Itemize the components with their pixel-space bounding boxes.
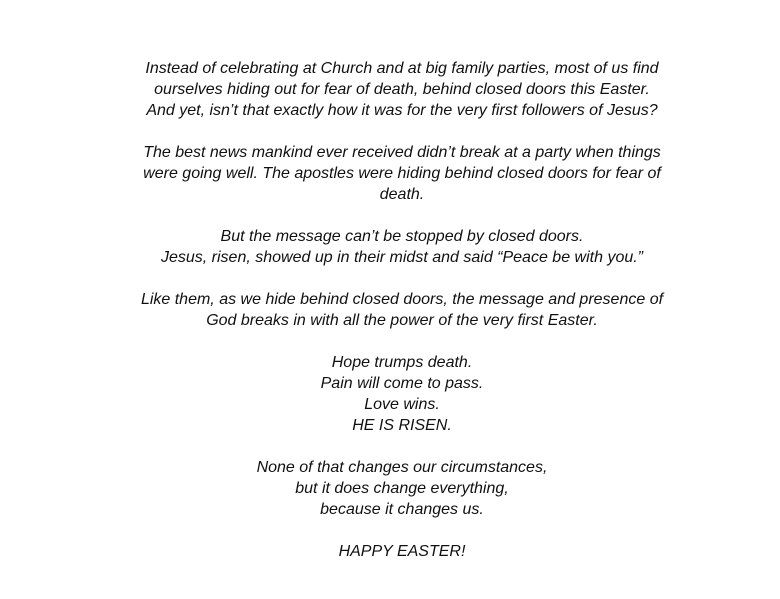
text-line: Like them, as we hide behind closed doors, the message and presence of [140,291,664,308]
text-line: Love wins. [364,396,440,413]
text-line: death. [379,186,425,203]
text-line: HE IS RISEN. [352,417,452,434]
text-line: were going well. The apostles were hiding behind closed doors for fear of [143,165,661,182]
closing-greeting: HAPPY EASTER! [338,543,466,560]
text-line: ourselves hiding out for fear of death, behind closed doors this Easter. [154,81,650,98]
text-line: Pain will come to pass. [320,375,484,392]
paragraph-best-news [130,142,674,205]
text-line: because it changes us. [320,501,484,518]
paragraph-closing [130,541,674,562]
text-line: Hope trumps death. [331,354,473,371]
paragraph-like-them [130,289,674,331]
easter-message [130,58,674,562]
text-line: The best news mankind ever received didn’t break at a party when things [143,144,661,161]
text-line: Instead of celebrating at Church and at big family parties, most of us find [145,60,659,77]
text-line: Jesus, risen, showed up in their midst and said “Peace be with you.” [160,249,644,266]
text-line: But the message can’t be stopped by closed doors. [220,228,584,245]
paragraph-hope [130,352,674,436]
text-line: And yet, isn’t that exactly how it was for the very first followers of Jesus? [146,102,658,119]
paragraph-circumstances [130,457,674,520]
text-line: None of that changes our circumstances, [256,459,548,476]
paragraph-closed-doors [130,226,674,268]
paragraph-intro [130,58,674,121]
text-line: God breaks in with all the power of the very first Easter. [206,312,598,329]
text-line: but it does change everything, [295,480,509,497]
